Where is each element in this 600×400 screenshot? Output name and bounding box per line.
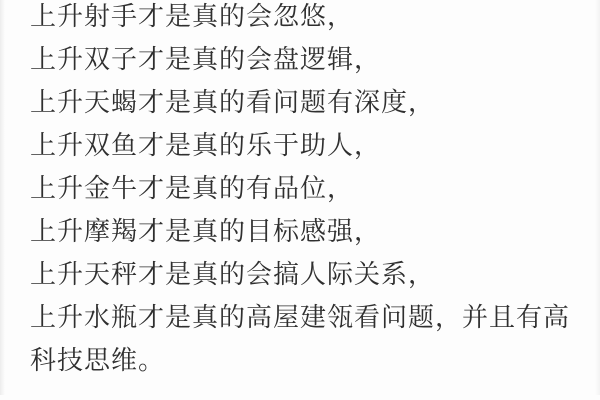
text-line: 上升双子才是真的会盘逻辑， [30,45,382,74]
text-line: 上升天蝎才是真的看问题有深度， [30,88,436,117]
text-line: 上升天秤才是真的会搞人际关系， [30,260,436,289]
text-line: 上升金牛才是真的有品位， [30,174,355,203]
text-line: 上升水瓶才是真的高屋建瓴看问题，并且有高科技思维。 [30,303,571,375]
text-line: 上升摩羯才是真的目标感强， [30,217,382,246]
text-line: 上升射手才是真的会忽悠， [30,2,355,31]
text-line: 上升双鱼才是真的乐于助人， [30,131,382,160]
article-text [30,0,578,382]
